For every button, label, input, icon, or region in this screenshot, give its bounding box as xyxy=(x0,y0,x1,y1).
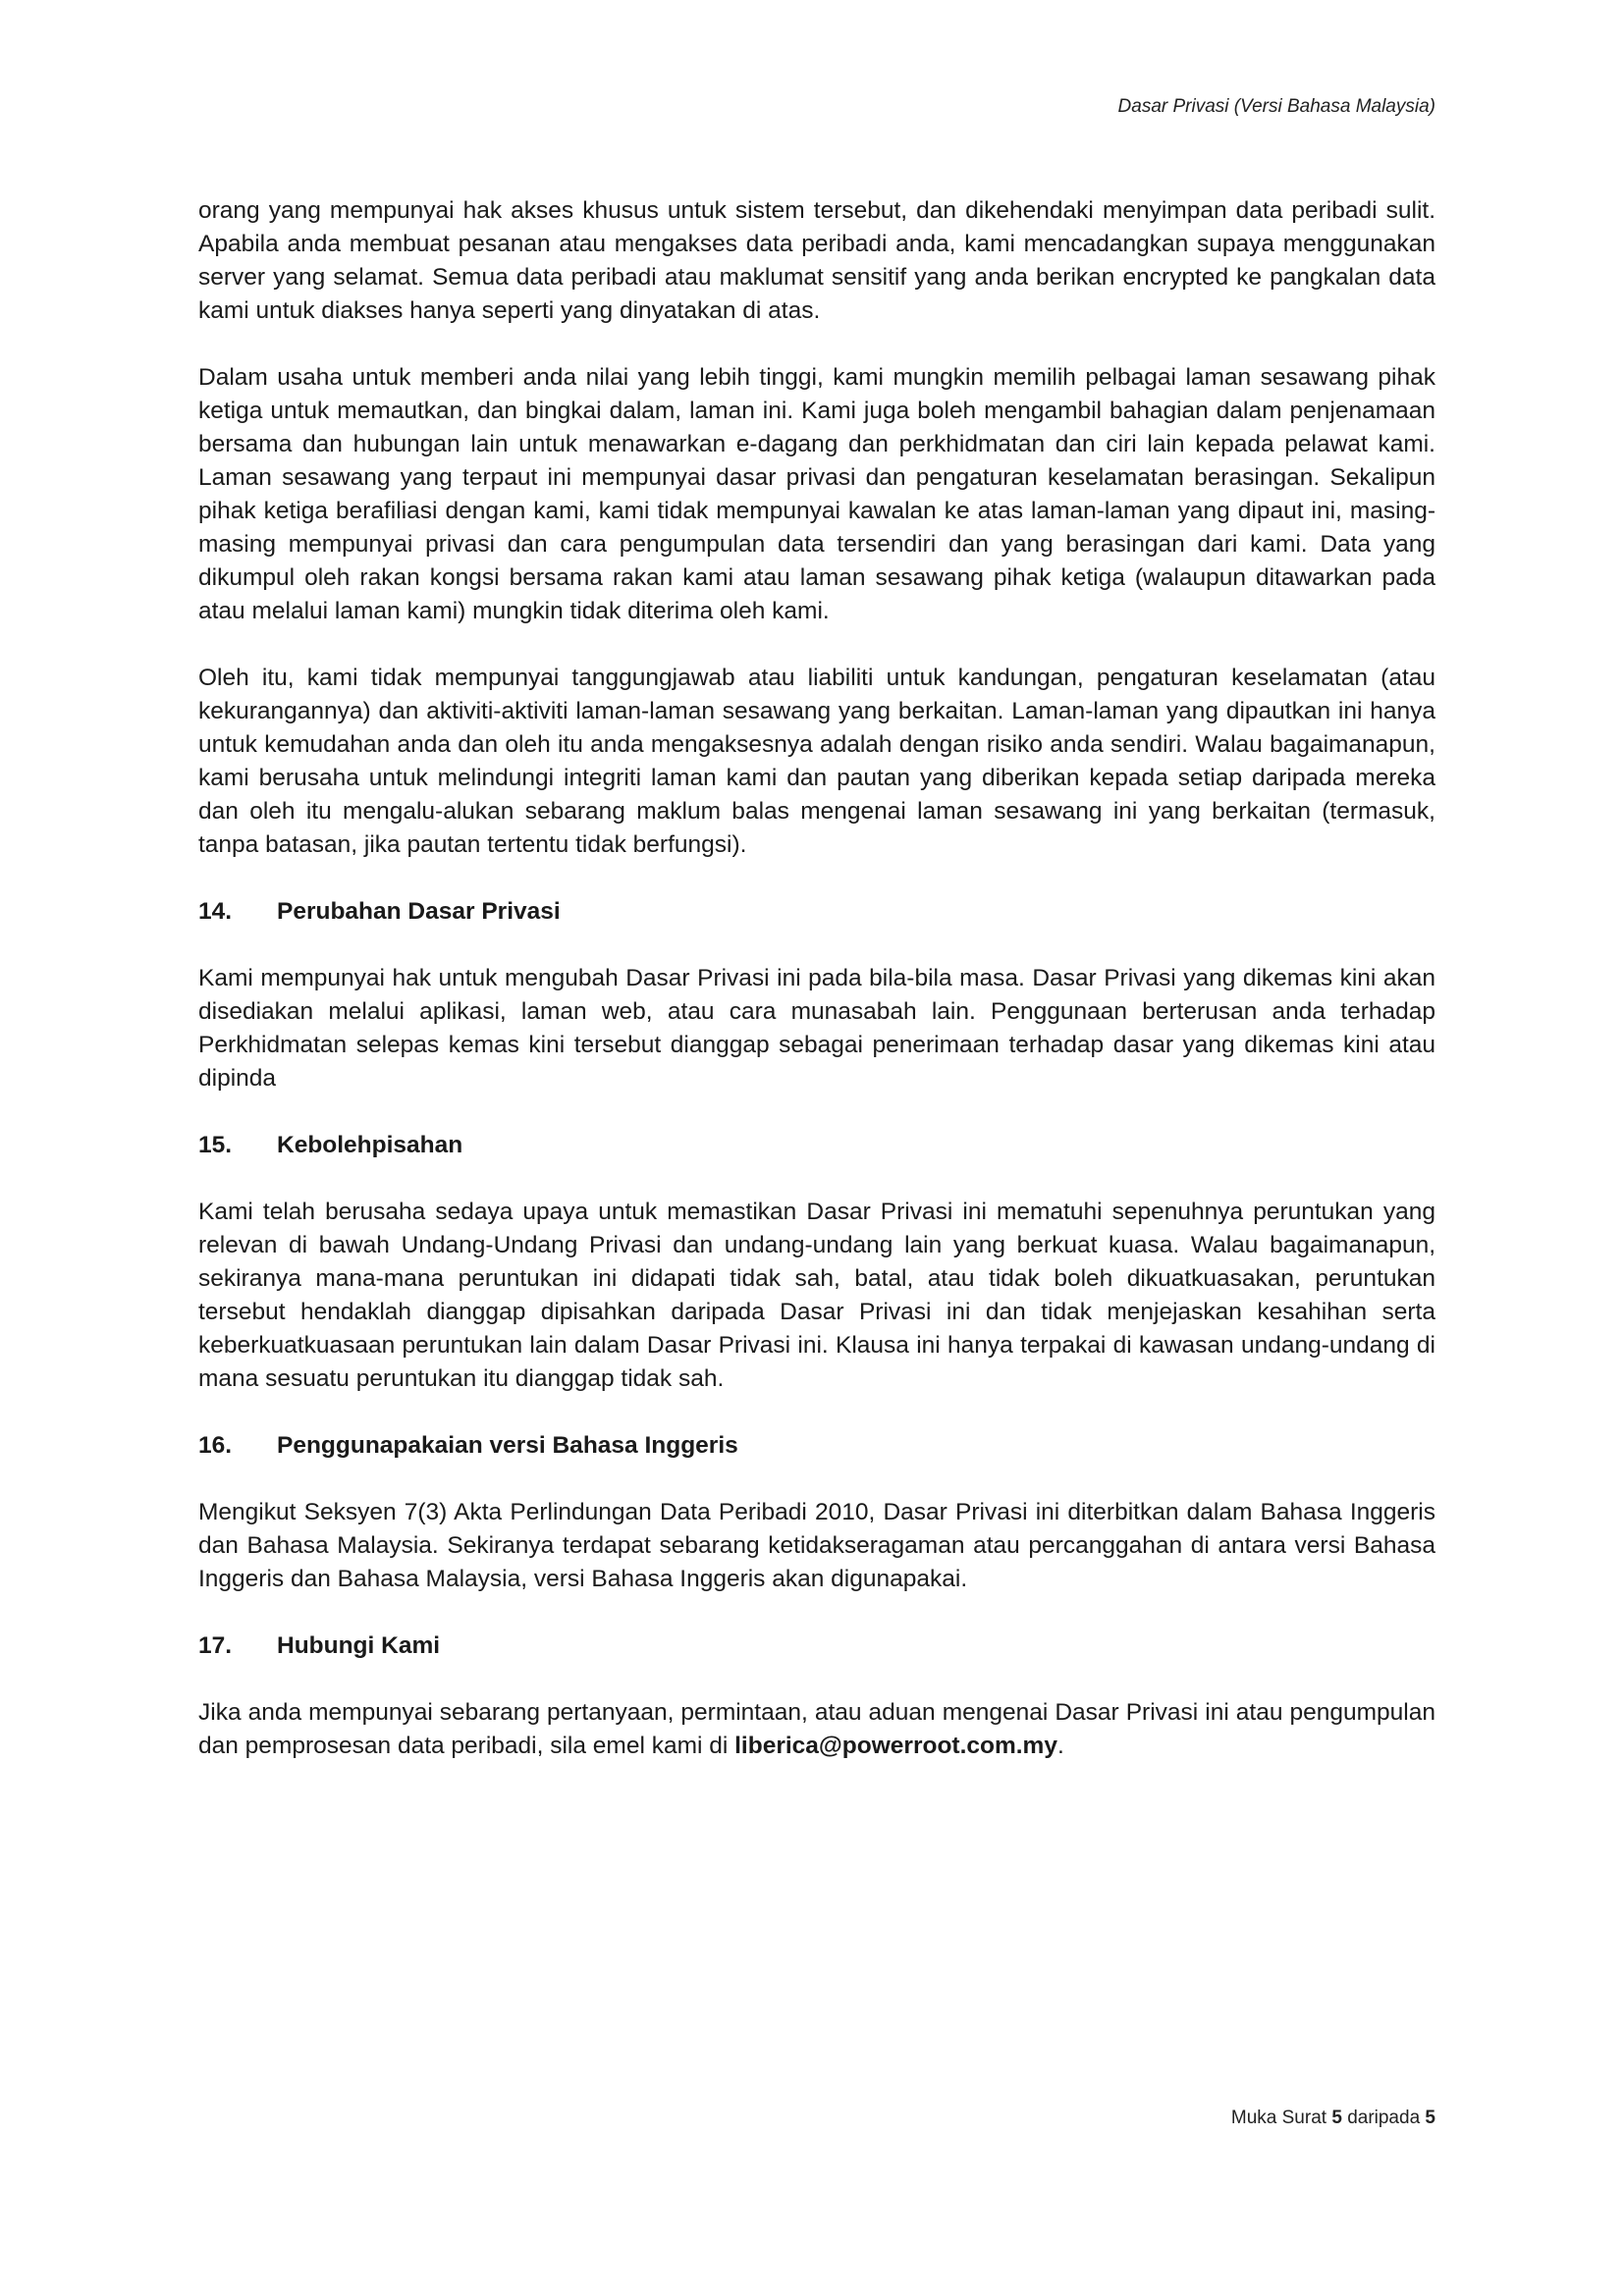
paragraph-intro-2: Dalam usaha untuk memberi anda nilai yang lebih tinggi, kami mungkin memilih pelbagai laman sesawang pihak ketiga untuk memautkan, dan bingkai dalam, laman ini. Kami juga boleh mengambil bahagian dalam penjenamaan bersama dan hubungan lain untuk menawarkan e-dagang dan perkhidmatan dan ciri lain kepada pelawat kami. Laman sesawang yang terpaut ini mempunyai dasar privasi dan pengaturan keselamatan berasingan. Sekalipun pihak ketiga berafiliasi dengan kami, kami tidak mempunyai kawalan ke atas laman-laman yang dipaut ini, masing-masing mempunyai privasi dan cara pengumpulan data tersendiri dan yang berasingan dari kami. Data yang dikumpul oleh rakan kongsi bersama rakan kami atau laman sesawang pihak ketiga (walaupun ditawarkan pada atau melalui laman kami) mungkin tidak diterima oleh kami. xyxy=(198,364,1435,624)
section-17-title: Hubungi Kami xyxy=(277,1632,441,1659)
footer-middle: daripada xyxy=(1347,2108,1421,2128)
section-16-heading xyxy=(198,1429,1435,1463)
section-17-number: 17. xyxy=(198,1632,233,1659)
section-14-title: Perubahan Dasar Privasi xyxy=(277,898,561,925)
section-15-number: 15. xyxy=(198,1132,233,1158)
section-16-number: 16. xyxy=(198,1432,233,1459)
section-17-heading xyxy=(198,1629,1435,1663)
section-15-title: Kebolehpisahan xyxy=(277,1132,463,1158)
section-16-body: Mengikut Seksyen 7(3) Akta Perlindungan Data Peribadi 2010, Dasar Privasi ini diterbitkan dalam Bahasa Inggeris dan Bahasa Malaysia. Sekiranya terdapat sebarang ketidakseragaman atau percanggahan di antara versi Bahasa Inggeris dan Bahasa Malaysia, versi Bahasa Inggeris akan digunapakai. xyxy=(198,1499,1435,1592)
page-header-title: Dasar Privasi (Versi Bahasa Malaysia) xyxy=(1117,96,1435,117)
section-17-body-text: Jika anda mempunyai sebarang pertanyaan, permintaan, atau aduan mengenai Dasar Privasi ini atau pengumpulan dan pemprosesan data peribadi, sila emel kami di xyxy=(198,1699,1435,1759)
footer-prefix: Muka Surat xyxy=(1230,2108,1327,2128)
footer-current-page: 5 xyxy=(1331,2108,1342,2128)
section-17-body xyxy=(198,1696,1435,1763)
section-16-title: Penggunapakaian versi Bahasa Inggeris xyxy=(277,1432,738,1459)
paragraph-intro-1: orang yang mempunyai hak akses khusus untuk sistem tersebut, dan dikehendaki menyimpan data peribadi sulit. Apabila anda membuat pesanan atau mengakses data peribadi anda, kami mencadangkan supaya menggunakan server yang selamat. Semua data peribadi atau maklumat sensitif yang anda berikan encrypted ke pangkalan data kami untuk diakses hanya seperti yang dinyatakan di atas. xyxy=(198,197,1435,324)
section-14-heading xyxy=(198,895,1435,929)
footer-total-pages: 5 xyxy=(1425,2108,1435,2128)
section-14-number: 14. xyxy=(198,898,233,925)
page-footer xyxy=(1231,2108,1435,2129)
section-15-body: Kami telah berusaha sedaya upaya untuk memastikan Dasar Privasi ini mematuhi sepenuhnya peruntukan yang relevan di bawah Undang-Undang Privasi dan undang-undang lain yang berkuat kuasa. Walau bagaimanapun, sekiranya mana-mana peruntukan ini didapati tidak sah, batal, atau tidak boleh dikuatkuasakan, peruntukan tersebut hendaklah dianggap dipisahkan daripada Dasar Privasi ini dan tidak menjejaskan kesahihan serta keberkuatkuasaan peruntukan lain dalam Dasar Privasi ini. Klausa ini hanya terpakai di kawasan undang-undang di mana sesuatu peruntukan itu dianggap tidak sah. xyxy=(198,1199,1435,1392)
contact-email-link[interactable]: liberica@powerroot.com.my xyxy=(734,1733,1057,1759)
section-15-heading xyxy=(198,1129,1435,1162)
section-17-body-end: . xyxy=(1056,1733,1064,1759)
section-14-body: Kami mempunyai hak untuk mengubah Dasar Privasi ini pada bila-bila masa. Dasar Privasi yang dikemas kini akan disediakan melalui aplikasi, laman web, atau cara munasabah lain. Penggunaan berterusan anda terhadap Perkhidmatan selepas kemas kini tersebut dianggap sebagai penerimaan terhadap dasar yang dikemas kini atau dipinda xyxy=(198,965,1435,1092)
paragraph-intro-3: Oleh itu, kami tidak mempunyai tanggungjawab atau liabiliti untuk kandungan, pengaturan keselamatan (atau kekurangannya) dan aktiviti-aktiviti laman-laman sesawang yang berkaitan. Laman-laman yang dipautkan ini hanya untuk kemudahan anda dan oleh itu anda mengaksesnya adalah dengan risiko anda sendiri. Walau bagaimanapun, kami berusaha untuk melindungi integriti laman kami dan pautan yang diberikan kepada setiap daripada mereka dan oleh itu mengalu-alukan sebarang maklum balas mengenai laman sesawang ini yang berkaitan (termasuk, tanpa batasan, jika pautan tertentu tidak berfungsi). xyxy=(198,665,1435,858)
document-body xyxy=(198,194,1435,1796)
